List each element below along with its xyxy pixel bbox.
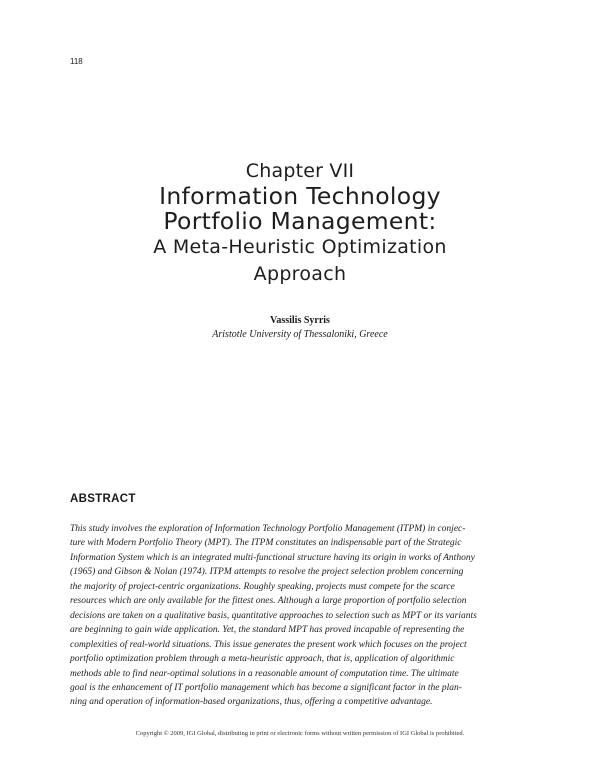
abstract-body	[70, 522, 532, 710]
abstract-line: complexities of real-world situations. This issue generates the present work which focuses on the project	[70, 639, 467, 650]
abstract-line: resources which are only available for the fittest ones. Although a large proportion of portfolio selection	[70, 596, 467, 607]
chapter-subtitle-line-1: A Meta-Heuristic Optimization	[153, 236, 447, 258]
chapter-title-line-2: Portfolio Management:	[163, 207, 437, 235]
chapter-label: Chapter VII	[245, 160, 355, 182]
abstract-line: goal is the enhancement of IT portfolio management which has become a significant factor in the plan-	[70, 682, 462, 693]
abstract-line: (1965) and Gibson & Nolan (1974). ITPM attempts to resolve the project selection problem concerning	[70, 567, 464, 578]
chapter-heading	[0, 158, 600, 288]
abstract-line: ning and operation of information-based organizations, thus, offering a competitive advantage.	[70, 697, 433, 708]
abstract-line: ture with Modern Portfolio Theory (MPT). The ITPM constitutes an indispensable part of the Strategic	[70, 538, 462, 549]
abstract-line: methods able to find near-optimal solutions in a reasonable amount of computation time. The ultimate	[70, 668, 459, 679]
author-name: Vassilis Syrris	[270, 315, 330, 326]
chapter-subtitle-line-2: Approach	[253, 263, 347, 285]
abstract-line: are beginning to gain wide application. Yet, the standard MPT has proved incapable of representing the	[70, 625, 465, 636]
abstract-line: portfolio optimization problem through a meta-heuristic approach, that is, application of algorithmic	[70, 654, 455, 665]
abstract-line: the majority of project-centric organizations. Roughly speaking, projects must compete for the scarce	[70, 581, 455, 592]
copyright-footer: Copyright © 2009, IGI Global, distributing in print or electronic forms without written permission of IGI Global is prohibited.	[135, 730, 465, 737]
abstract-line: Information System which is an integrated multi-functional structure having its origin in works of Anthony	[70, 552, 475, 563]
author-affiliation: Aristotle University of Thessaloniki, Greece	[212, 329, 388, 340]
author-block	[0, 314, 600, 342]
abstract-heading: ABSTRACT	[70, 493, 136, 505]
abstract-line: decisions are taken on a qualitative basis, quantitative approaches to selection such as MPT or its variants	[70, 610, 477, 621]
chapter-title-line-1: Information Technology	[159, 182, 441, 210]
abstract-line: This study involves the exploration of Information Technology Portfolio Management (ITPM) in conjec-	[70, 524, 466, 534]
page-number: 118	[70, 57, 83, 66]
